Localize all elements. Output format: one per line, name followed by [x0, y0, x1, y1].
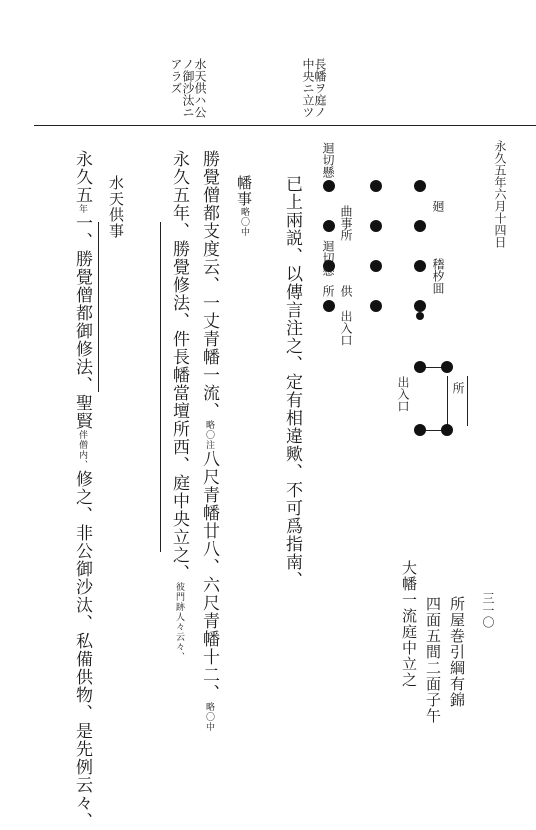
diagram-dot: [370, 300, 382, 312]
diagram-dot: [414, 361, 426, 373]
diagram-dot: [323, 180, 335, 192]
diagram-label-sho2: 所: [451, 382, 465, 394]
diagram-dot: [416, 312, 424, 320]
diagram-dot: [323, 300, 335, 312]
diagram-label-sho: 所: [321, 285, 335, 297]
heading-sui: 水天供事: [107, 175, 125, 239]
diagram-dot: [414, 260, 426, 272]
body-col1: 已上兩説、以傳言注之、定有相違歟、不可爲指南、: [282, 175, 302, 589]
diagram-dot: [441, 424, 453, 436]
body-col4: 永久五年一、勝覺僧都御修法、聖賢伴僧内、修之、非公御沙汰、私備供物、是先例云々、: [72, 150, 92, 830]
diagram-line-a: [447, 376, 448, 426]
diagram-label-kanmen: 迴切懸: [321, 142, 335, 178]
body-col3: 永久五年、勝覺修法、件長幡當壇所西、庭中央立之、彼門跡人々云々、: [169, 150, 189, 662]
margin-divider: [34, 125, 536, 126]
diagram-label-monjo: 曲事所: [339, 205, 353, 241]
column-rule: [160, 222, 161, 552]
diagram-dot: [441, 361, 453, 373]
margin-note-left: 水天供ハ公 ノ御沙汰ニ アラズ: [169, 58, 207, 118]
main-line3: 所屋巻引綱有錦: [448, 596, 466, 708]
column-rule: [98, 222, 99, 392]
diagram-dot: [414, 180, 426, 192]
main-line2: 四面五間二面子午: [424, 596, 442, 724]
page-number: 三一〇: [481, 592, 495, 628]
date-header: 永久五年六月十四日: [493, 140, 507, 248]
body-col2: 勝覺僧都支度云、一丈青幡一流、略〇注八尺青幡廿八、六尺青幡十二、略〇中: [199, 150, 219, 732]
diagram-label-kaiten: 迴切懸: [321, 240, 335, 276]
diagram-line-b: [467, 376, 468, 426]
margin-note-right: 長幡ヲ庭ノ 中央ニ立ツ: [301, 58, 327, 118]
diagram-dot: [414, 220, 426, 232]
diagram-dot: [323, 220, 335, 232]
diagram-label-deiriguchi2: 出入口: [396, 376, 410, 412]
diagram-label-kansuke: 𥡴𣏐囬: [431, 258, 445, 294]
diagram-dot: [414, 424, 426, 436]
diagram-dot: [370, 180, 382, 192]
diagram-dot: [370, 260, 382, 272]
diagram-label-kaku: 𢌞: [431, 200, 445, 212]
main-line1: 大幡一流庭中立之: [400, 560, 418, 688]
diagram-label-deiriguchi: 出入口: [339, 310, 353, 346]
diagram-label-kyo: 供: [339, 285, 353, 297]
heading-ban: 幡事略〇中: [235, 175, 253, 237]
diagram-dot: [370, 220, 382, 232]
diagram-dot: [414, 300, 426, 312]
